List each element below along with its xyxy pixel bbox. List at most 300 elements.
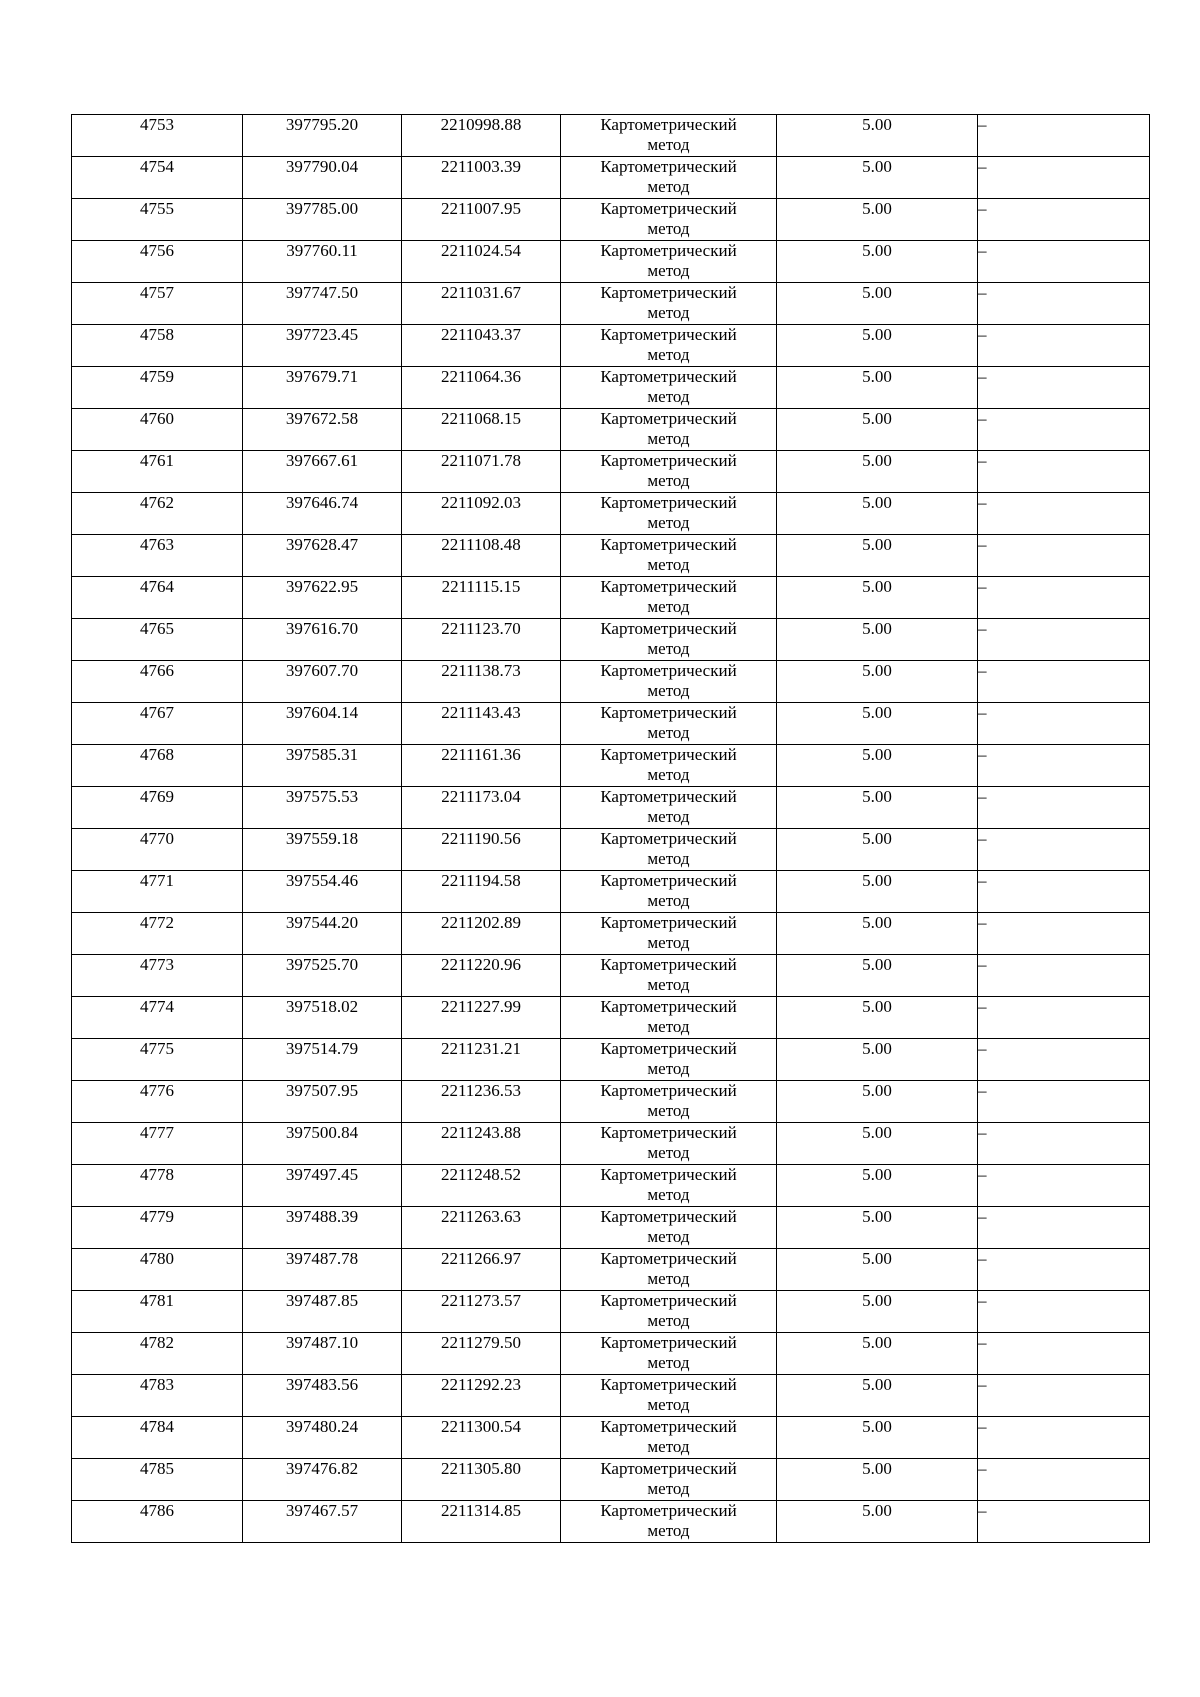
method-cell	[561, 1375, 777, 1417]
method-line: Картометрический	[600, 367, 737, 386]
y-coordinate-cell: 2211227.99	[402, 997, 561, 1039]
accuracy-cell: 5.00	[777, 577, 978, 619]
method-line: метод	[647, 513, 690, 532]
method-cell	[561, 1333, 777, 1375]
note-cell: –	[978, 745, 1150, 787]
table-row	[72, 493, 1150, 535]
method-line: метод	[647, 387, 690, 406]
table-row	[72, 1291, 1150, 1333]
method-line: Картометрический	[600, 409, 737, 428]
note-cell: –	[978, 325, 1150, 367]
y-coordinate-cell: 2211305.80	[402, 1459, 561, 1501]
note-cell: –	[978, 703, 1150, 745]
table-row	[72, 1039, 1150, 1081]
accuracy-cell: 5.00	[777, 115, 978, 157]
coordinates-table	[71, 114, 1150, 1543]
method-line: метод	[647, 1143, 690, 1162]
x-coordinate-cell: 397488.39	[243, 1207, 402, 1249]
y-coordinate-cell: 2211220.96	[402, 955, 561, 997]
method-line: Картометрический	[600, 1375, 737, 1394]
method-cell	[561, 493, 777, 535]
method-line: Картометрический	[600, 703, 737, 722]
point-number-cell: 4757	[72, 283, 243, 325]
point-number-cell: 4781	[72, 1291, 243, 1333]
accuracy-cell: 5.00	[777, 913, 978, 955]
table-row	[72, 1249, 1150, 1291]
method-line: Картометрический	[600, 1459, 737, 1478]
table-row	[72, 1501, 1150, 1543]
point-number-cell: 4769	[72, 787, 243, 829]
y-coordinate-cell: 2211266.97	[402, 1249, 561, 1291]
note-cell: –	[978, 913, 1150, 955]
accuracy-cell: 5.00	[777, 157, 978, 199]
note-cell: –	[978, 1249, 1150, 1291]
point-number-cell: 4779	[72, 1207, 243, 1249]
method-line: метод	[647, 261, 690, 280]
x-coordinate-cell: 397616.70	[243, 619, 402, 661]
x-coordinate-cell: 397476.82	[243, 1459, 402, 1501]
note-cell: –	[978, 157, 1150, 199]
method-line: метод	[647, 765, 690, 784]
method-line: метод	[647, 429, 690, 448]
method-line: Картометрический	[600, 1501, 737, 1520]
table-row	[72, 451, 1150, 493]
method-line: метод	[647, 555, 690, 574]
point-number-cell: 4782	[72, 1333, 243, 1375]
accuracy-cell: 5.00	[777, 451, 978, 493]
table-row	[72, 283, 1150, 325]
y-coordinate-cell: 2211300.54	[402, 1417, 561, 1459]
accuracy-cell: 5.00	[777, 1333, 978, 1375]
table-body	[72, 115, 1150, 1543]
table-row	[72, 1081, 1150, 1123]
y-coordinate-cell: 2211243.88	[402, 1123, 561, 1165]
note-cell: –	[978, 871, 1150, 913]
y-coordinate-cell: 2211279.50	[402, 1333, 561, 1375]
table-row	[72, 913, 1150, 955]
method-line: метод	[647, 891, 690, 910]
point-number-cell: 4755	[72, 199, 243, 241]
point-number-cell: 4771	[72, 871, 243, 913]
accuracy-cell: 5.00	[777, 1417, 978, 1459]
table-row	[72, 1375, 1150, 1417]
y-coordinate-cell: 2211248.52	[402, 1165, 561, 1207]
table-row	[72, 241, 1150, 283]
method-line: метод	[647, 303, 690, 322]
note-cell: –	[978, 955, 1150, 997]
y-coordinate-cell: 2211292.23	[402, 1375, 561, 1417]
method-line: Картометрический	[600, 745, 737, 764]
x-coordinate-cell: 397679.71	[243, 367, 402, 409]
method-line: Картометрический	[600, 955, 737, 974]
x-coordinate-cell: 397667.61	[243, 451, 402, 493]
point-number-cell: 4770	[72, 829, 243, 871]
point-number-cell: 4760	[72, 409, 243, 451]
y-coordinate-cell: 2211231.21	[402, 1039, 561, 1081]
point-number-cell: 4780	[72, 1249, 243, 1291]
accuracy-cell: 5.00	[777, 829, 978, 871]
method-cell	[561, 1291, 777, 1333]
note-cell: –	[978, 577, 1150, 619]
method-cell	[561, 409, 777, 451]
method-line: Картометрический	[600, 1123, 737, 1142]
y-coordinate-cell: 2211194.58	[402, 871, 561, 913]
method-line: Картометрический	[600, 1039, 737, 1058]
method-line: метод	[647, 1227, 690, 1246]
x-coordinate-cell: 397760.11	[243, 241, 402, 283]
method-line: метод	[647, 1437, 690, 1456]
accuracy-cell: 5.00	[777, 325, 978, 367]
y-coordinate-cell: 2211173.04	[402, 787, 561, 829]
table-row	[72, 157, 1150, 199]
point-number-cell: 4777	[72, 1123, 243, 1165]
x-coordinate-cell: 397500.84	[243, 1123, 402, 1165]
method-cell	[561, 1123, 777, 1165]
x-coordinate-cell: 397646.74	[243, 493, 402, 535]
method-line: Картометрический	[600, 1165, 737, 1184]
method-cell	[561, 829, 777, 871]
method-line: метод	[647, 345, 690, 364]
method-cell	[561, 1081, 777, 1123]
x-coordinate-cell: 397628.47	[243, 535, 402, 577]
x-coordinate-cell: 397514.79	[243, 1039, 402, 1081]
accuracy-cell: 5.00	[777, 661, 978, 703]
note-cell: –	[978, 1291, 1150, 1333]
method-cell	[561, 451, 777, 493]
method-line: Картометрический	[600, 1333, 737, 1352]
method-cell	[561, 535, 777, 577]
method-line: Картометрический	[600, 619, 737, 638]
x-coordinate-cell: 397607.70	[243, 661, 402, 703]
method-cell	[561, 1417, 777, 1459]
method-cell	[561, 997, 777, 1039]
method-line: Картометрический	[600, 241, 737, 260]
table-row	[72, 787, 1150, 829]
y-coordinate-cell: 2211007.95	[402, 199, 561, 241]
method-line: Картометрический	[600, 535, 737, 554]
accuracy-cell: 5.00	[777, 619, 978, 661]
accuracy-cell: 5.00	[777, 703, 978, 745]
x-coordinate-cell: 397487.85	[243, 1291, 402, 1333]
note-cell: –	[978, 1333, 1150, 1375]
x-coordinate-cell: 397559.18	[243, 829, 402, 871]
y-coordinate-cell: 2211031.67	[402, 283, 561, 325]
method-line: Картометрический	[600, 283, 737, 302]
method-line: метод	[647, 1353, 690, 1372]
accuracy-cell: 5.00	[777, 745, 978, 787]
y-coordinate-cell: 2211263.63	[402, 1207, 561, 1249]
note-cell: –	[978, 1165, 1150, 1207]
x-coordinate-cell: 397585.31	[243, 745, 402, 787]
accuracy-cell: 5.00	[777, 1039, 978, 1081]
method-line: Картометрический	[600, 199, 737, 218]
point-number-cell: 4764	[72, 577, 243, 619]
point-number-cell: 4768	[72, 745, 243, 787]
method-cell	[561, 745, 777, 787]
table-row	[72, 661, 1150, 703]
method-line: Картометрический	[600, 157, 737, 176]
note-cell: –	[978, 367, 1150, 409]
y-coordinate-cell: 2211123.70	[402, 619, 561, 661]
table-row	[72, 1123, 1150, 1165]
point-number-cell: 4767	[72, 703, 243, 745]
point-number-cell: 4754	[72, 157, 243, 199]
note-cell: –	[978, 409, 1150, 451]
table-row	[72, 955, 1150, 997]
y-coordinate-cell: 2211202.89	[402, 913, 561, 955]
y-coordinate-cell: 2211138.73	[402, 661, 561, 703]
y-coordinate-cell: 2211092.03	[402, 493, 561, 535]
note-cell: –	[978, 283, 1150, 325]
method-line: метод	[647, 681, 690, 700]
table-row	[72, 199, 1150, 241]
table-row	[72, 1417, 1150, 1459]
note-cell: –	[978, 451, 1150, 493]
note-cell: –	[978, 1417, 1150, 1459]
point-number-cell: 4772	[72, 913, 243, 955]
accuracy-cell: 5.00	[777, 955, 978, 997]
x-coordinate-cell: 397795.20	[243, 115, 402, 157]
table-row	[72, 745, 1150, 787]
note-cell: –	[978, 829, 1150, 871]
accuracy-cell: 5.00	[777, 1207, 978, 1249]
note-cell: –	[978, 493, 1150, 535]
method-line: Картометрический	[600, 871, 737, 890]
table-row	[72, 871, 1150, 913]
accuracy-cell: 5.00	[777, 283, 978, 325]
method-line: Картометрический	[600, 577, 737, 596]
note-cell: –	[978, 1081, 1150, 1123]
table-row	[72, 619, 1150, 661]
y-coordinate-cell: 2211143.43	[402, 703, 561, 745]
method-cell	[561, 1165, 777, 1207]
point-number-cell: 4778	[72, 1165, 243, 1207]
note-cell: –	[978, 535, 1150, 577]
method-line: метод	[647, 177, 690, 196]
method-line: метод	[647, 1017, 690, 1036]
method-cell	[561, 367, 777, 409]
point-number-cell: 4761	[72, 451, 243, 493]
x-coordinate-cell: 397604.14	[243, 703, 402, 745]
note-cell: –	[978, 1207, 1150, 1249]
accuracy-cell: 5.00	[777, 1501, 978, 1543]
y-coordinate-cell: 2211068.15	[402, 409, 561, 451]
method-cell	[561, 1207, 777, 1249]
method-cell	[561, 619, 777, 661]
accuracy-cell: 5.00	[777, 241, 978, 283]
method-line: метод	[647, 135, 690, 154]
y-coordinate-cell: 2211024.54	[402, 241, 561, 283]
accuracy-cell: 5.00	[777, 1459, 978, 1501]
method-line: метод	[647, 219, 690, 238]
note-cell: –	[978, 241, 1150, 283]
x-coordinate-cell: 397525.70	[243, 955, 402, 997]
accuracy-cell: 5.00	[777, 1165, 978, 1207]
method-cell	[561, 1039, 777, 1081]
method-line: метод	[647, 1395, 690, 1414]
y-coordinate-cell: 2211314.85	[402, 1501, 561, 1543]
method-line: Картометрический	[600, 913, 737, 932]
point-number-cell: 4775	[72, 1039, 243, 1081]
y-coordinate-cell: 2211190.56	[402, 829, 561, 871]
table-row	[72, 1459, 1150, 1501]
table-row	[72, 997, 1150, 1039]
note-cell: –	[978, 661, 1150, 703]
table-row	[72, 577, 1150, 619]
method-line: Картометрический	[600, 829, 737, 848]
point-number-cell: 4766	[72, 661, 243, 703]
method-line: метод	[647, 1059, 690, 1078]
table-row	[72, 1165, 1150, 1207]
method-line: Картометрический	[600, 325, 737, 344]
method-line: метод	[647, 1311, 690, 1330]
table-row	[72, 115, 1150, 157]
method-line: метод	[647, 597, 690, 616]
accuracy-cell: 5.00	[777, 1375, 978, 1417]
method-cell	[561, 283, 777, 325]
accuracy-cell: 5.00	[777, 199, 978, 241]
point-number-cell: 4762	[72, 493, 243, 535]
x-coordinate-cell: 397790.04	[243, 157, 402, 199]
method-cell	[561, 661, 777, 703]
method-cell	[561, 871, 777, 913]
point-number-cell: 4783	[72, 1375, 243, 1417]
method-cell	[561, 115, 777, 157]
note-cell: –	[978, 199, 1150, 241]
point-number-cell: 4773	[72, 955, 243, 997]
point-number-cell: 4759	[72, 367, 243, 409]
point-number-cell: 4784	[72, 1417, 243, 1459]
method-line: Картометрический	[600, 115, 737, 134]
method-cell	[561, 787, 777, 829]
y-coordinate-cell: 2211043.37	[402, 325, 561, 367]
method-cell	[561, 157, 777, 199]
x-coordinate-cell: 397544.20	[243, 913, 402, 955]
method-line: Картометрический	[600, 1291, 737, 1310]
y-coordinate-cell: 2211108.48	[402, 535, 561, 577]
method-line: Картометрический	[600, 1081, 737, 1100]
method-line: метод	[647, 1101, 690, 1120]
note-cell: –	[978, 1039, 1150, 1081]
x-coordinate-cell: 397575.53	[243, 787, 402, 829]
accuracy-cell: 5.00	[777, 871, 978, 913]
point-number-cell: 4758	[72, 325, 243, 367]
note-cell: –	[978, 619, 1150, 661]
accuracy-cell: 5.00	[777, 535, 978, 577]
method-line: метод	[647, 471, 690, 490]
method-cell	[561, 1249, 777, 1291]
y-coordinate-cell: 2211115.15	[402, 577, 561, 619]
method-cell	[561, 955, 777, 997]
y-coordinate-cell: 2211273.57	[402, 1291, 561, 1333]
table-row	[72, 1207, 1150, 1249]
point-number-cell: 4776	[72, 1081, 243, 1123]
point-number-cell: 4786	[72, 1501, 243, 1543]
method-line: Картометрический	[600, 1207, 737, 1226]
accuracy-cell: 5.00	[777, 787, 978, 829]
method-line: Картометрический	[600, 997, 737, 1016]
method-cell	[561, 325, 777, 367]
point-number-cell: 4774	[72, 997, 243, 1039]
accuracy-cell: 5.00	[777, 367, 978, 409]
method-line: метод	[647, 933, 690, 952]
method-cell	[561, 241, 777, 283]
method-line: метод	[647, 849, 690, 868]
x-coordinate-cell: 397723.45	[243, 325, 402, 367]
method-cell	[561, 199, 777, 241]
note-cell: –	[978, 1123, 1150, 1165]
method-line: Картометрический	[600, 493, 737, 512]
method-line: метод	[647, 1185, 690, 1204]
method-line: Картометрический	[600, 451, 737, 470]
table-row	[72, 1333, 1150, 1375]
accuracy-cell: 5.00	[777, 1249, 978, 1291]
accuracy-cell: 5.00	[777, 1081, 978, 1123]
y-coordinate-cell: 2211003.39	[402, 157, 561, 199]
y-coordinate-cell: 2211236.53	[402, 1081, 561, 1123]
y-coordinate-cell: 2211071.78	[402, 451, 561, 493]
table-row	[72, 325, 1150, 367]
x-coordinate-cell: 397507.95	[243, 1081, 402, 1123]
accuracy-cell: 5.00	[777, 997, 978, 1039]
note-cell: –	[978, 997, 1150, 1039]
y-coordinate-cell: 2211064.36	[402, 367, 561, 409]
y-coordinate-cell: 2211161.36	[402, 745, 561, 787]
x-coordinate-cell: 397487.78	[243, 1249, 402, 1291]
table-row	[72, 829, 1150, 871]
method-cell	[561, 1501, 777, 1543]
method-line: Картометрический	[600, 787, 737, 806]
table-row	[72, 409, 1150, 451]
point-number-cell: 4763	[72, 535, 243, 577]
point-number-cell: 4765	[72, 619, 243, 661]
table-row	[72, 703, 1150, 745]
x-coordinate-cell: 397554.46	[243, 871, 402, 913]
method-line: метод	[647, 723, 690, 742]
accuracy-cell: 5.00	[777, 409, 978, 451]
accuracy-cell: 5.00	[777, 1123, 978, 1165]
method-cell	[561, 913, 777, 955]
note-cell: –	[978, 787, 1150, 829]
x-coordinate-cell: 397518.02	[243, 997, 402, 1039]
method-line: Картометрический	[600, 661, 737, 680]
method-line: Картометрический	[600, 1249, 737, 1268]
x-coordinate-cell: 397483.56	[243, 1375, 402, 1417]
method-line: метод	[647, 975, 690, 994]
method-cell	[561, 703, 777, 745]
x-coordinate-cell: 397480.24	[243, 1417, 402, 1459]
x-coordinate-cell: 397622.95	[243, 577, 402, 619]
note-cell: –	[978, 115, 1150, 157]
method-line: метод	[647, 639, 690, 658]
method-line: метод	[647, 1269, 690, 1288]
x-coordinate-cell: 397672.58	[243, 409, 402, 451]
method-line: метод	[647, 807, 690, 826]
x-coordinate-cell: 397747.50	[243, 283, 402, 325]
method-cell	[561, 1459, 777, 1501]
x-coordinate-cell: 397497.45	[243, 1165, 402, 1207]
method-line: метод	[647, 1521, 690, 1540]
x-coordinate-cell: 397467.57	[243, 1501, 402, 1543]
point-number-cell: 4753	[72, 115, 243, 157]
point-number-cell: 4785	[72, 1459, 243, 1501]
note-cell: –	[978, 1501, 1150, 1543]
x-coordinate-cell: 397487.10	[243, 1333, 402, 1375]
x-coordinate-cell: 397785.00	[243, 199, 402, 241]
note-cell: –	[978, 1459, 1150, 1501]
method-line: Картометрический	[600, 1417, 737, 1436]
table-row	[72, 535, 1150, 577]
